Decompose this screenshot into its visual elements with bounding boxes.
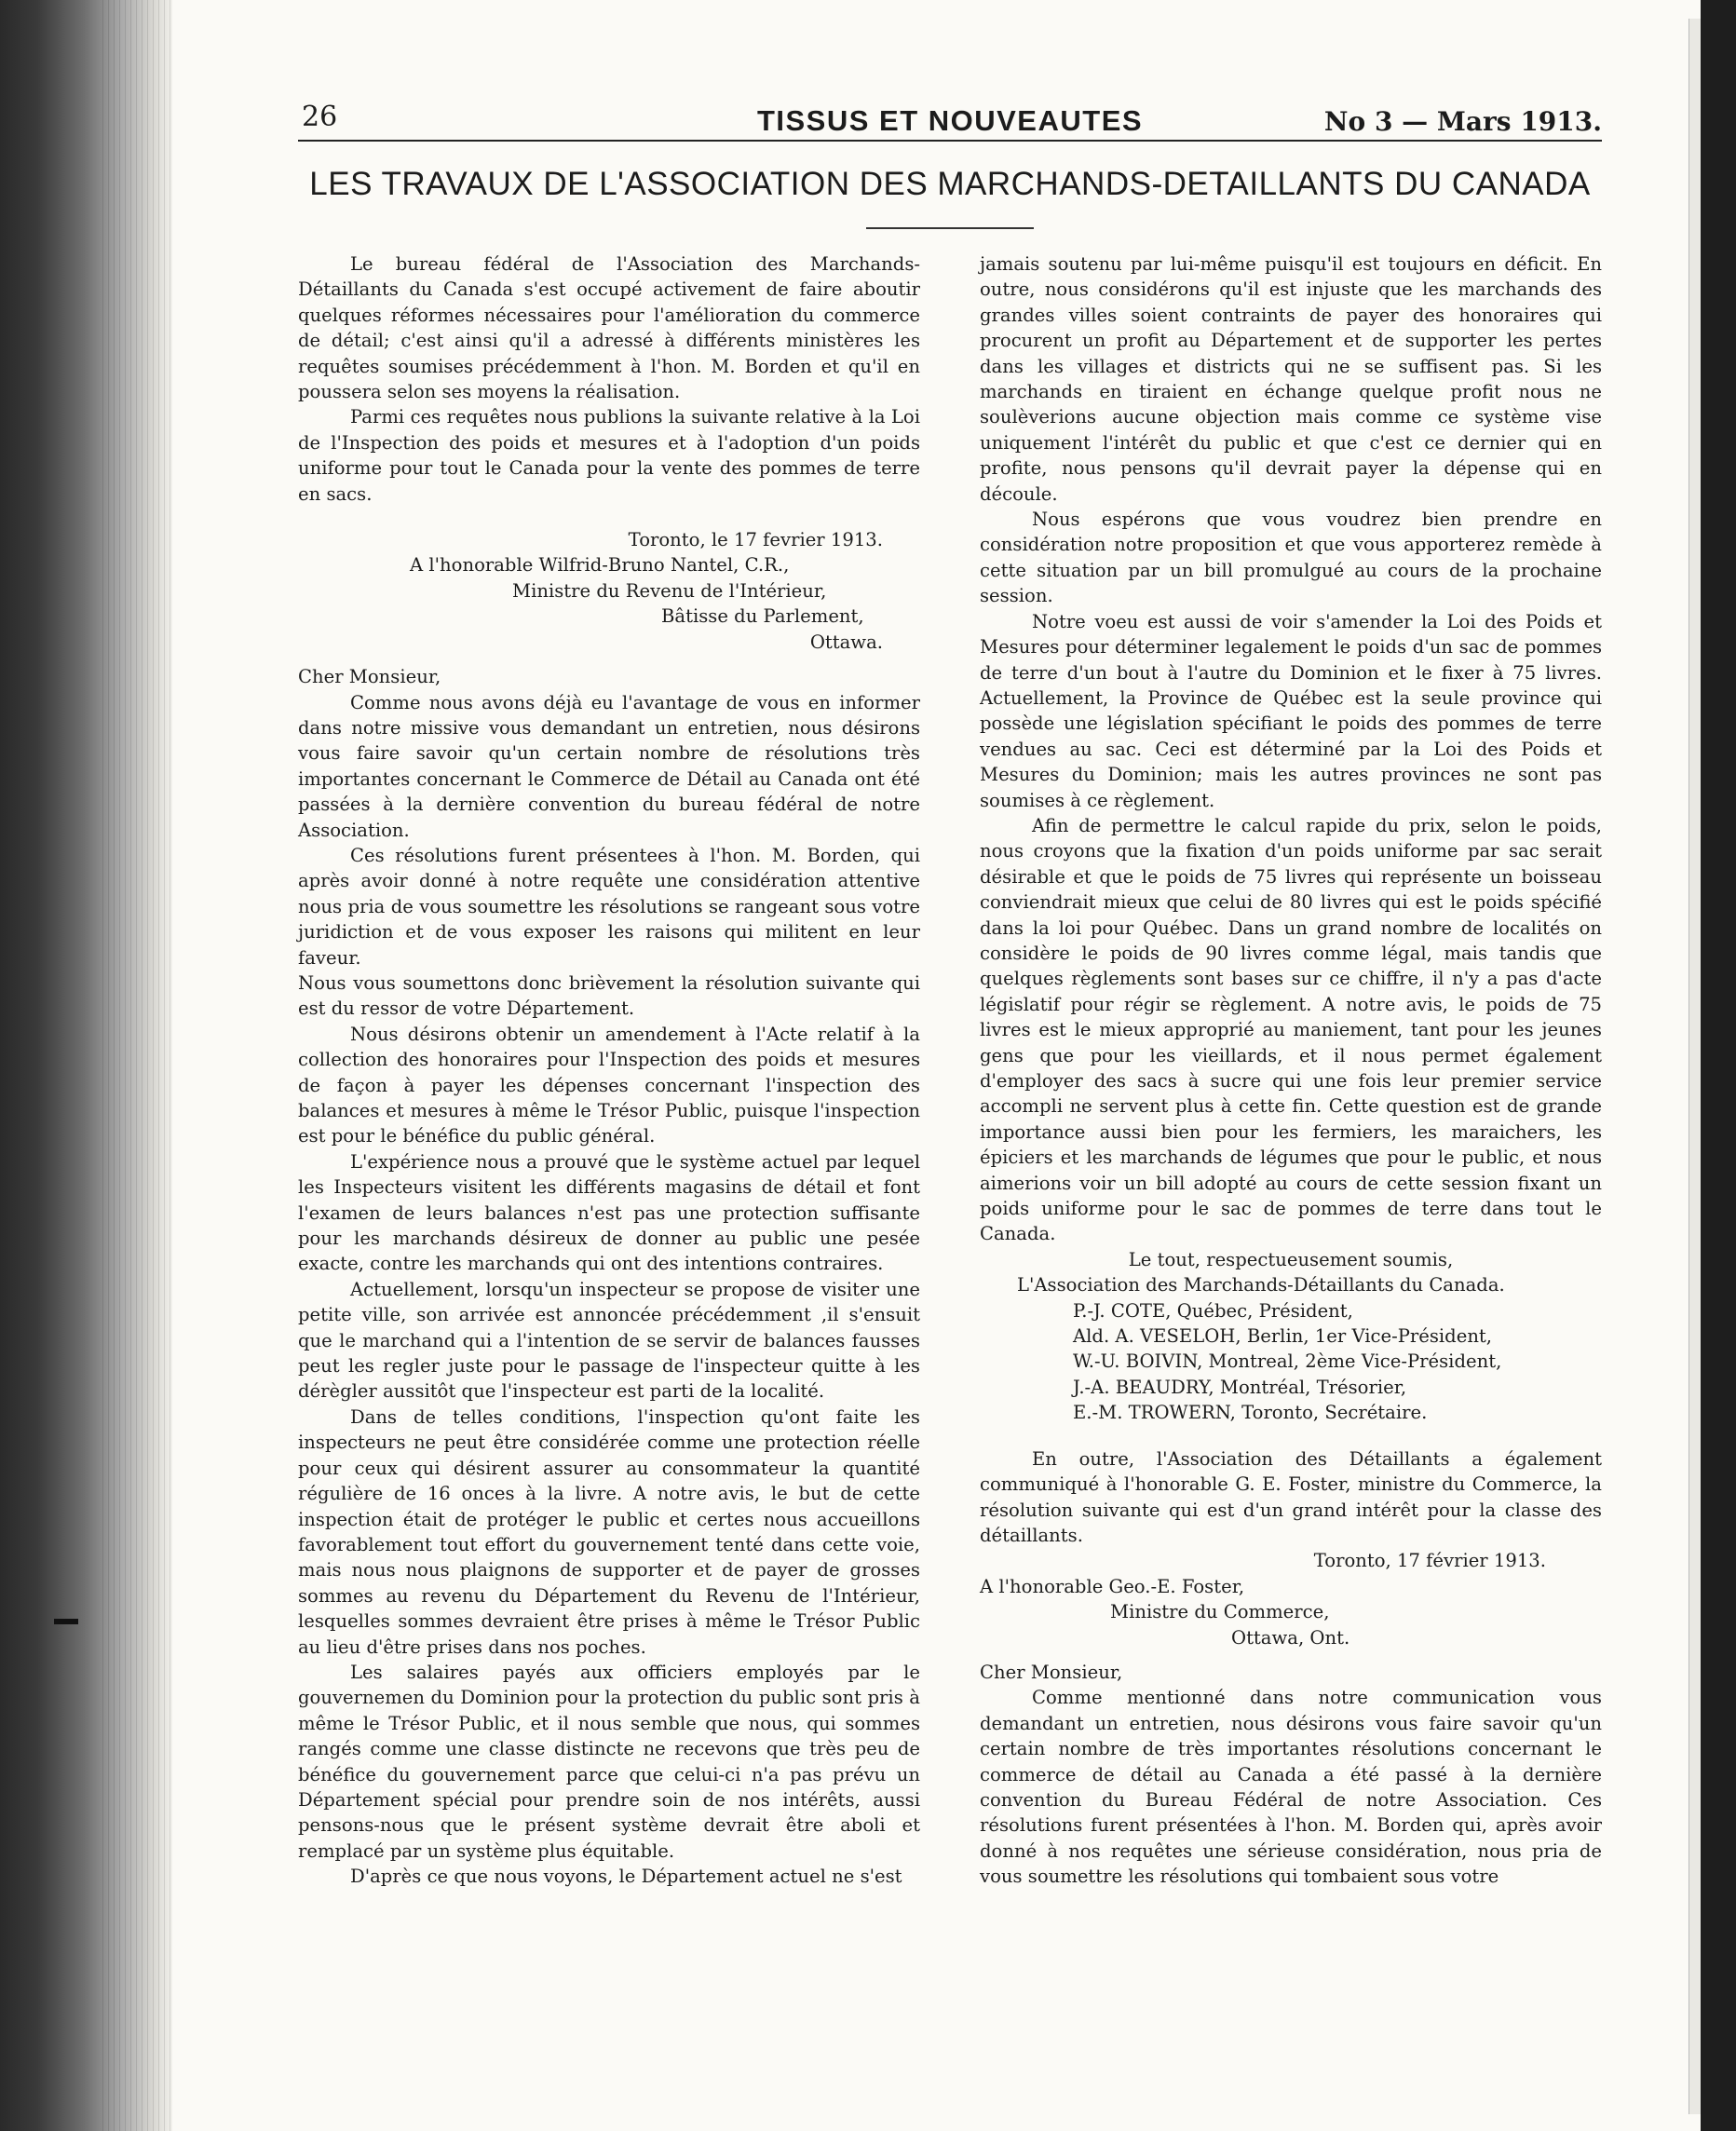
- paragraph: jamais soutenu par lui-même puisqu'il est toujours en déficit. En outre, nous considérons qu'il est injuste que les marchands des grandes villes soient contraints de payer des honoraires qui procurent un profit au Département et de supporter les pertes dans les villages et districts qui ne se suffisent pas. Si les marchands en tiraient en échange quelque profit nous ne soulèverions aucune objection mais comme ce système vise uniquement l'intérêt du public et que c'est ce dernier qui en profite, nous pensons qu'il devrait payer la dépense qui en découle.: [980, 253, 1602, 505]
- paragraph: L'expérience nous a prouvé que le système actuel par lequel les Inspecteurs visitent les différents magasins de détail et font l'examen de leurs balances n'est pas une protection suffisante pour les marchands désireux de donner au public une pesée exacte, contre les marchands qui ont des intentions contraires.: [298, 1150, 920, 1275]
- paragraph: Parmi ces requêtes nous publions la suivante relative à la Loi de l'Inspection des poids et mesures et à l'adoption d'un poids uniforme pour tout le Canada pour la vente des pommes de terre en sacs.: [298, 406, 920, 505]
- signatory: W.-U. BOIVIN, Montreal, 2ème Vice-Président,: [1073, 1351, 1502, 1373]
- letter-address-line: Bâtisse du Parlement,: [661, 605, 864, 628]
- letter-address-line: A l'honorable Geo.-E. Foster,: [980, 1575, 1245, 1597]
- letter-address-line: A l'honorable Wilfrid-Bruno Nantel, C.R.,: [410, 554, 790, 577]
- letter-address-line: Ottawa, Ont.: [1231, 1626, 1350, 1649]
- paragraph: Nous espérons que vous voudrez bien prendre en considération notre proposition et que vous apporterez remède à cette situation par un bill promulgué au cours de la prochaine session.: [980, 509, 1602, 607]
- letter-address-line: Ottawa.: [809, 631, 883, 653]
- signatory: P.-J. COTE, Québec, Président,: [1073, 1299, 1353, 1322]
- journal-title: TISSUS ET NOUVEAUTES: [756, 104, 1144, 137]
- running-head: [298, 93, 1602, 142]
- paragraph: Nous vous soumettons donc brièvement la résolution suivante qui est du ressor de votre Département.: [298, 971, 920, 1020]
- signatory-organization: L'Association des Marchands-Détaillants du Canada.: [1017, 1274, 1505, 1296]
- title-rule: [866, 227, 1034, 229]
- right-column: [980, 251, 1602, 1890]
- paragraph: Comme mentionné dans notre communication vous demandant un entretien, nous désirons vous faire savoir qu'un certain nombre de très importantes résolutions concernant le commerce de détail au Canada a été passé à la dernière convention du Bureau Fédéral de notre Association. Ces résolutions furent présentées à l'hon. M. Borden qui, après avoir donné à nos requêtes une sérieuse considération, nous pria de vous soumettre les résolutions qui tombaient sous votre: [980, 1687, 1602, 1888]
- paragraph: Nous désirons obtenir un amendement à l'Acte relatif à la collection des honoraires pour l'Inspection des poids et mesures de façon à payer les dépenses concernant l'inspection des balances et mesures à même le Trésor Public, puisque l'inspection est pour le bénéfice du public général.: [298, 1023, 920, 1147]
- paragraph: Ces résolutions furent présentees à l'hon. M. Borden, qui après avoir donné à notre requête une considération attentive nous pria de vous soumettre les résolutions se rangeant sous votre juridiction et de vous exposer les raisons qui militent en leur faveur.: [298, 844, 920, 969]
- magazine-page: [298, 93, 1602, 2096]
- letter-date: Toronto, le 17 fevrier 1913.: [628, 529, 883, 551]
- closing-line: Le tout, respectueusement soumis,: [1128, 1248, 1454, 1270]
- signatory: Ald. A. VESELOH, Berlin, 1er Vice-Président,: [1073, 1325, 1493, 1348]
- next-page-edge: [1689, 19, 1701, 2114]
- issue-label: No 3 — Mars 1913.: [1323, 106, 1602, 137]
- paragraph: Afin de permettre le calcul rapide du prix, selon le poids, nous croyons que la fixation d'un poids uniforme par sac serait désirable et que le poids de 75 livres qui représente un boisseau conviendrait mieux que celui de 80 livres qui est le poids spécifié dans la loi pour Québec. Dans un grand nombre de localités on considère le poids de 90 livres comme légal, mais tandis que quelques règlements sont bases sur ce chiffre, il n'y a pas d'acte législatif pour régir se règlement. A notre avis, le poids de 75 livres est le mieux approprié au maniement, tant pour les jeunes gens que pour les vieillards, et il nous permet également d'employer des sacs à sucre qui une fois leur premier service accompli ne servent plus à cette fin. Cette question est de grande importance aussi bien pour les fermiers, les maraichers, les épiciers et les marchands de légumes que pour le public, et nous aimerions voir un bill adopté au cours de cette session fixant un poids uniforme pour le sac de pommes de terre dans tout le Canada.: [980, 814, 1602, 1245]
- paragraph: Dans de telles conditions, l'inspection qu'ont faite les inspecteurs ne peut être considérée comme une protection réelle pour ceux qui désirent assurer au consommateur la quantité régulière de 16 onces à la livre. A notre avis, le but de cette inspection était de protéger le public et certes nous accueillons favorablement tout effort du gouvernement tenté dans cette voie, mais nous nous plaignons de supporter et de payer de grosses sommes au revenu du Département du Revenu de l'Intérieur, lesquelles sommes devraient être prises à même le Trésor Public au lieu d'être prises dans nos poches.: [298, 1405, 920, 1658]
- paragraph: Actuellement, lorsqu'un inspecteur se propose de visiter une petite ville, son arrivée est annoncée précédemment ,il s'ensuit que le marchand qui a l'intention de se servir de balances fausses peut les regler juste pour le passage de l'inspecteur quitte à les dérègler aussitôt que l'inspecteur est parti de la localité.: [298, 1278, 920, 1403]
- signatory: J.-A. BEAUDRY, Montréal, Trésorier,: [1073, 1376, 1407, 1398]
- paragraph: Comme nous avons déjà eu l'avantage de vous en informer dans notre missive vous demandant un entretien, nous désirons vous faire savoir qu'un certain nombre de résolutions très importantes concernant le Commerce de Détail au Canada ont été passées à la dernière convention du bureau fédéral de notre Association.: [298, 691, 920, 841]
- signatory: E.-M. TROWERN, Toronto, Secrétaire.: [1073, 1402, 1428, 1424]
- salutation: Cher Monsieur,: [298, 666, 441, 688]
- letter-address-line: Ministre du Revenu de l'Intérieur,: [512, 579, 827, 602]
- paragraph: Les salaires payés aux officiers employés par le gouvernemen du Dominion pour la protection du public sont pris à même le Trésor Public, et il nous semble que nous, qui sommes rangés comme une classe distincte ne recevons que très peu de bénéfice du gouvernement parce que celui-ci n'a pas prévu un Département spécial pour prendre soin de nos intérêts, aussi pensons-nous que le présent système devrait être aboli et remplacé par un système plus équitable.: [298, 1661, 920, 1862]
- binding-mark: [54, 1619, 78, 1624]
- left-column: [298, 251, 920, 1890]
- paragraph: Le bureau fédéral de l'Association des Marchands-Détaillants du Canada s'est occupé activement de faire aboutir quelques réformes nécessaires pour l'amélioration du commerce de détail; c'est ainsi qu'il a adressé à différents ministères les requêtes soumises précédemment à l'hon. M. Borden et qu'il en poussera selon ses moyens la réalisation.: [298, 253, 920, 403]
- paragraph: D'après ce que nous voyons, le Département actuel ne s'est: [350, 1866, 902, 1888]
- page-edges: [102, 0, 172, 2131]
- paragraph: En outre, l'Association des Détaillants a également communiqué à l'honorable G. E. Foster, ministre du Commerce, la résolution suivante qui est d'un grand intérêt pour la classe des détaillants.: [980, 1447, 1602, 1546]
- page-number: 26: [302, 101, 338, 133]
- paragraph: Notre voeu est aussi de voir s'amender la Loi des Poids et Mesures pour déterminer legalement le poids d'un sac de pommes de terre d'un bout à l'autre du Dominion et le fixer à 75 livres. Actuellement, la Province de Québec est la seule province qui possède une législation spécifiant le poids des pommes de terre vendues au sac. Ceci est déterminé par la Loi des Poids et Mesures du Dominion; mais les autres provinces ne sont pas soumises à ce règlement.: [980, 610, 1602, 811]
- letter-date: Toronto, 17 février 1913.: [1313, 1550, 1546, 1572]
- scan-border: [1701, 0, 1736, 2131]
- letter-address-line: Ministre du Commerce,: [1110, 1601, 1330, 1623]
- article-title: LES TRAVAUX DE L'ASSOCIATION DES MARCHANDS-DETAILLANTS DU CANADA: [309, 166, 1591, 202]
- salutation: Cher Monsieur,: [980, 1661, 1123, 1683]
